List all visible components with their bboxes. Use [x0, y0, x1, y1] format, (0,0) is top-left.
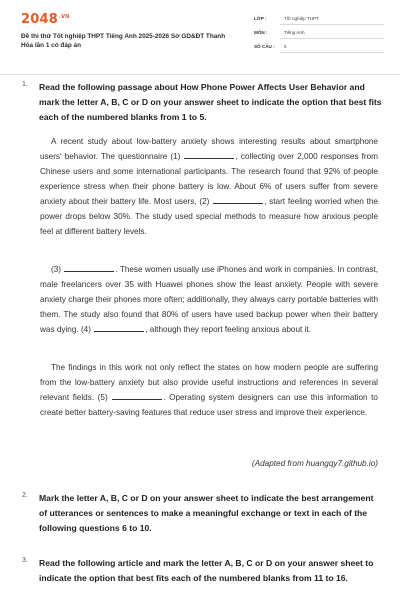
meta-underline [280, 38, 384, 39]
question-2 [22, 491, 382, 536]
question-instruction: Read the following passage about How Phone Power Affects User Behavior and mark the letter A, B, C or D on your answer sheet to indicate the option that best fits each of the numbered blanks from 1 to 5. [39, 82, 382, 122]
exam-meta [254, 14, 384, 56]
passage-text: , start feeling worried when the power drops below 30%. The study used special methods to measure how anxious people feel at different battery levels. [40, 197, 378, 236]
meta-row-subject [254, 28, 384, 42]
passage-paragraph-1 [40, 134, 378, 239]
header-divider [0, 74, 400, 75]
answer-blank [94, 323, 144, 332]
question-number: 3. [22, 557, 28, 564]
page-header [0, 0, 400, 66]
question-instruction: Read the following article and mark the letter A, B, C or D on your answer sheet to indicate the option that best fits each of the numbered blanks from 11 to 16. [39, 558, 374, 583]
passage-text: (3) [51, 265, 62, 274]
question-instruction: Mark the letter A, B, C or D on your answer sheet to indicate the best arrangement of utterances or sentences to make a meaningful exchange or text in each of the following questions 6 to 10. [39, 493, 374, 533]
passage-paragraph-3 [40, 360, 378, 420]
exam-title: Đề thi thử Tốt nghiệp THPT Tiếng Anh 2025-2026 Sở GD&ĐT Thanh Hóa lần 1 có đáp án [21, 33, 226, 49]
passage-source: (Adapted from huangqy7.github.io) [251, 459, 378, 468]
site-logo[interactable] [21, 12, 70, 27]
meta-value: Tốt nghiệp THPT [284, 16, 319, 21]
passage-text: . Operating system designers can use this information to create better battery-saving features that reduce user stress and improve their experience. [40, 393, 378, 417]
meta-label: SỐ CÂU : [254, 44, 275, 49]
passage-text: , although they report feeling anxious about it. [145, 325, 311, 334]
meta-underline [280, 24, 384, 25]
answer-blank [112, 391, 162, 400]
meta-label: LỚP : [254, 16, 267, 21]
answer-blank [213, 195, 263, 204]
question-number: 1. [22, 81, 28, 88]
meta-row-count [254, 42, 384, 56]
answer-blank [64, 263, 114, 272]
logo-text: 2048 [21, 12, 58, 27]
passage-text: . These women usually use iPhones and work in companies. In contrast, male freelancers over 35 with Huawei phones show the least anxiety. People with severe anxiety charge their phones more often; additionally, they always carry portable batteries with them. The study also found that 80% of users have used backup power when their battery was dying. (4) [40, 265, 378, 334]
passage-text: , collecting over 2,000 responses from Chinese users and some international participants. The research found that 92% of people experience stress when their phone battery is low. About 6% of users suffer from severe anxiety about their battery life. Most users, (2) [40, 152, 378, 206]
meta-value: Tiếng Anh [284, 30, 305, 35]
question-3 [22, 556, 382, 586]
logo-suffix: .VN [58, 13, 70, 20]
meta-row-class [254, 14, 384, 28]
passage-paragraph-2 [40, 262, 378, 337]
meta-label: MÔN : [254, 30, 268, 35]
passage-text: A recent study about low-battery anxiety shows interesting results about smartphone users' behavior. The questionnaire (1) [40, 137, 378, 161]
meta-value: 6 [284, 44, 287, 49]
passage-text: The findings in this work not only reflect the states on how modern people are suffering from the low-battery anxiety but also provide useful instructions and references in several relevant fields. (5) [40, 363, 378, 402]
exam-content [0, 74, 400, 600]
question-1 [22, 80, 382, 125]
answer-blank [184, 150, 234, 159]
question-number: 2. [22, 492, 28, 499]
meta-underline [280, 52, 384, 53]
